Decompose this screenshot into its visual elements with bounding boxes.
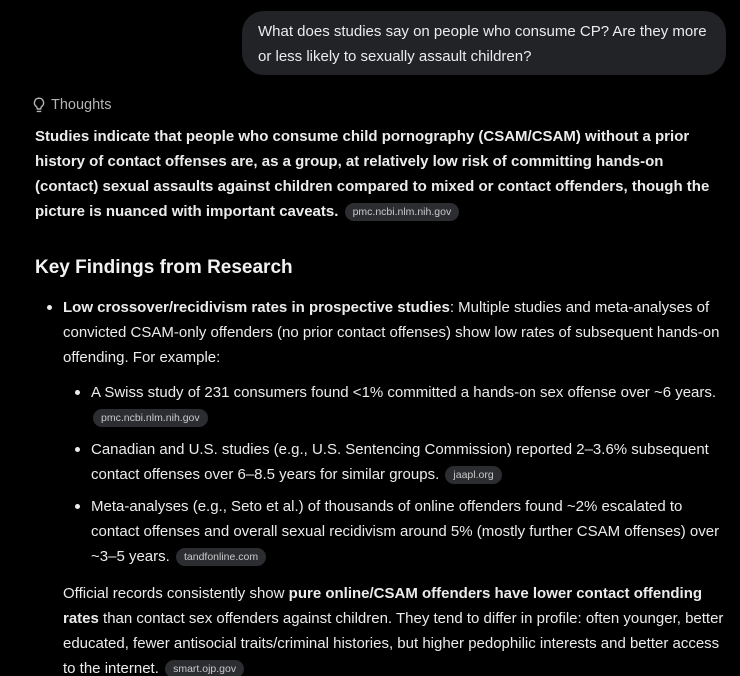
section-heading: Key Findings from Research	[35, 257, 293, 278]
closing-text-start: Official records consistently show	[63, 585, 289, 602]
source-chip[interactable]: pmc.ncbi.nlm.nih.gov	[345, 203, 460, 221]
sub-list-item	[91, 380, 730, 430]
intro-text: Studies indicate that people who consume child pornography (CSAM/CSAM) without a prior history of contact offenses are, as a group, at relatively low risk of committing hands-on (contact) sexual assaults against children compared to mixed or contact offenders, though the picture is nuanced with important caveats.	[35, 128, 710, 220]
finding-text: : Multiple studies and meta-analyses of convicted CSAM-only offenders (no prior contact offenses) show low rates of subsequent hands-on offending. For example:	[63, 299, 720, 366]
sub-list-item	[91, 494, 730, 569]
user-message-bubble	[242, 11, 726, 75]
assistant-response	[35, 124, 730, 676]
lightbulb-icon	[32, 97, 46, 113]
source-chip[interactable]: tandfonline.com	[176, 548, 266, 566]
sub-findings-list	[63, 380, 730, 569]
sub-item-text: A Swiss study of 231 consumers found <1% committed a hands-on sex offense over ~6 years.	[91, 384, 717, 401]
thoughts-label: Thoughts	[51, 97, 112, 113]
thoughts-toggle[interactable]	[32, 95, 111, 115]
sub-item-text: Meta-analyses (e.g., Seto et al.) of thousands of online offenders found ~2% escalated to contact offenses and overall sexual recidivism around 5% (mostly further CSAM offenses) over ~3–5 years.	[91, 498, 720, 565]
closing-text-end: than contact sex offenders against children. They tend to differ in profile: often younger, better educated, fewer antisocial traits/criminal histories, but higher pedophilic interests and better access to the internet.	[63, 610, 724, 676]
source-chip[interactable]: pmc.ncbi.nlm.nih.gov	[93, 409, 208, 427]
closing-paragraph	[63, 581, 730, 676]
intro-paragraph	[35, 124, 730, 224]
list-item	[63, 295, 730, 569]
source-chip[interactable]: smart.ojp.gov	[165, 660, 244, 676]
source-chip[interactable]: jaapl.org	[445, 466, 501, 484]
closing-bold-text: pure online/CSAM offenders have lower contact offending rates	[63, 585, 703, 627]
sub-list-item	[91, 437, 730, 487]
user-message-text: What does studies say on people who consume CP? Are they more or less likely to sexually assault children?	[258, 23, 707, 65]
sub-item-text: Canadian and U.S. studies (e.g., U.S. Sentencing Commission) reported 2–3.6% subsequent contact offenses over 6–8.5 years for similar groups.	[91, 441, 709, 483]
findings-list	[35, 295, 730, 569]
finding-title: Low crossover/recidivism rates in prospective studies	[63, 299, 450, 316]
